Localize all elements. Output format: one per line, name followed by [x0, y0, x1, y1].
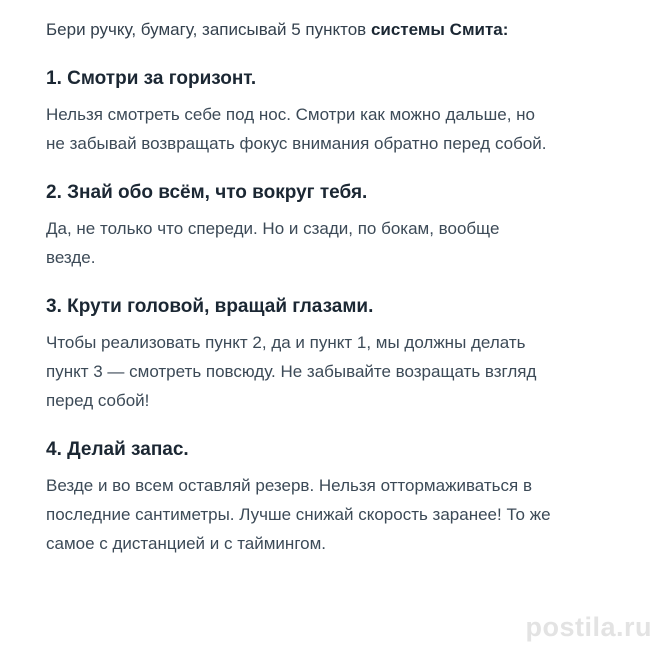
site-watermark: postila.ru [525, 612, 652, 642]
section-2 [46, 180, 614, 272]
section-body: Да, не только что спереди. Но и сзади, по бокам, вообще везде. [46, 219, 500, 267]
section-body: Чтобы реализовать пункт 2, да и пункт 1, мы должны делать пункт 3 — смотреть повсюду. Не забывайте возращать взгляд перед собой! [46, 333, 537, 410]
section-body: Везде и во всем оставляй резерв. Нельзя оттормаживаться в последние сантиметры. Лучше снижай скорость заранее! То же самое с дистанцией и с таймингом. [46, 476, 551, 553]
section-heading: 3. Крути головой, вращай глазами. [46, 296, 374, 317]
section-heading: 1. Смотри за горизонт. [46, 68, 257, 89]
section-heading: 2. Знай обо всём, что вокруг тебя. [46, 182, 368, 203]
section-4 [46, 437, 614, 558]
section-3 [46, 294, 614, 415]
section-body: Нельзя смотреть себе под нос. Смотри как можно дальше, но не забывай возвращать фокус внимания обратно перед собой. [46, 105, 547, 153]
intro-text: Бери ручку, бумагу, записывай 5 пунктов [46, 20, 371, 39]
intro-paragraph [46, 16, 526, 44]
intro-text-bold: системы Смита: [370, 20, 509, 39]
section-1 [46, 66, 614, 158]
section-heading: 4. Делай запас. [46, 439, 189, 460]
